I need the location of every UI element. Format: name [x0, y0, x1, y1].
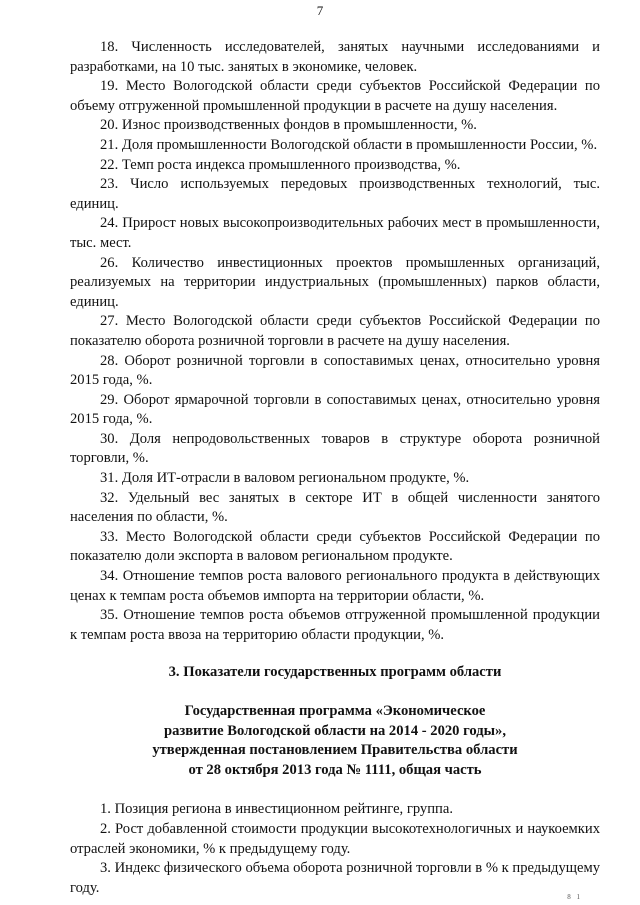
- list-item-21: 21. Доля промышленности Вологодской области в промышленности России, %.: [100, 136, 598, 153]
- footer-mark: 8 1: [567, 893, 582, 901]
- program-indicators-list: [70, 800, 600, 898]
- list-item-26: 26. Количество инвестиционных проектов промышленных организаций, реализуемых на территории индустриальных (промышленных) парков области, единиц.: [70, 254, 600, 310]
- document-body: [70, 38, 600, 898]
- list-item-33: 33. Место Вологодской области среди субъектов Российской Федерации по показателю доли экспорта в валовом региональном продукте.: [70, 528, 600, 565]
- list-item-22: 22. Темп роста индекса промышленного производства, %.: [100, 156, 461, 173]
- page-number: 7: [316, 3, 324, 18]
- list-item-23: 23. Число используемых передовых производственных технологий, тыс. единиц.: [70, 176, 600, 212]
- section-heading: 3. Показатели государственных программ области: [168, 664, 502, 681]
- list-item-27: 27. Место Вологодской области среди субъектов Российской Федерации по показателю оборота розничной торговли в расчете на душу населения.: [70, 313, 600, 349]
- list-item-30: 30. Доля непродовольственных товаров в структуре оборота розничной торговли, %.: [70, 430, 600, 467]
- program-item-2: 2. Рост добавленной стоимости продукции высокотехнологичных и наукоемких отраслей экономики, % к предыдущему году.: [70, 820, 600, 857]
- list-item-29: 29. Оборот ярмарочной торговли в сопоставимых ценах, относительно уровня 2015 года, %.: [70, 391, 600, 428]
- list-item-32: 32. Удельный вес занятых в секторе ИТ в общей численности занятого населения по области, %.: [70, 489, 600, 526]
- list-item-34: 34. Отношение темпов роста валового регионального продукта в действующих ценах к темпам роста объемов импорта на территории области, %.: [70, 568, 600, 604]
- program-item-1: 1. Позиция региона в инвестиционном рейтинге, группа.: [100, 801, 453, 818]
- list-item-24: 24. Прирост новых высокопроизводительных рабочих мест в промышленности, тыс. мест.: [70, 215, 600, 251]
- list-item-18: 18. Численность исследователей, занятых научными исследованиями и разработками, на 10 тыс. занятых в экономике, человек.: [70, 39, 600, 75]
- program-item-3: 3. Индекс физического объема оборота розничной торговли в % к предыдущему году.: [70, 860, 600, 896]
- list-item-35: 35. Отношение темпов роста объемов отгруженной промышленной продукции к темпам роста ввоза на территорию области продукции, %.: [70, 607, 600, 643]
- list-item-28: 28. Оборот розничной торговли в сопоставимых ценах, относительно уровня 2015 года, %.: [70, 352, 600, 389]
- list-item-31: 31. Доля ИТ-отрасли в валовом региональном продукте, %.: [100, 470, 470, 487]
- program-title-line: развитие Вологодской области на 2014 - 2020 годы»,: [164, 722, 506, 739]
- program-title-line: от 28 октября 2013 года № 1111, общая часть: [188, 761, 482, 778]
- program-title-line: Государственная программа «Экономическое: [184, 703, 486, 719]
- list-item-19: 19. Место Вологодской области среди субъектов Российской Федерации по объему отгруженной промышленной продукции в расчете на душу населения.: [70, 78, 600, 114]
- list-item-20: 20. Износ производственных фондов в промышленности, %.: [100, 117, 477, 134]
- program-title: [70, 702, 600, 780]
- program-title-line: утвержденная постановлением Правительства области: [152, 742, 518, 759]
